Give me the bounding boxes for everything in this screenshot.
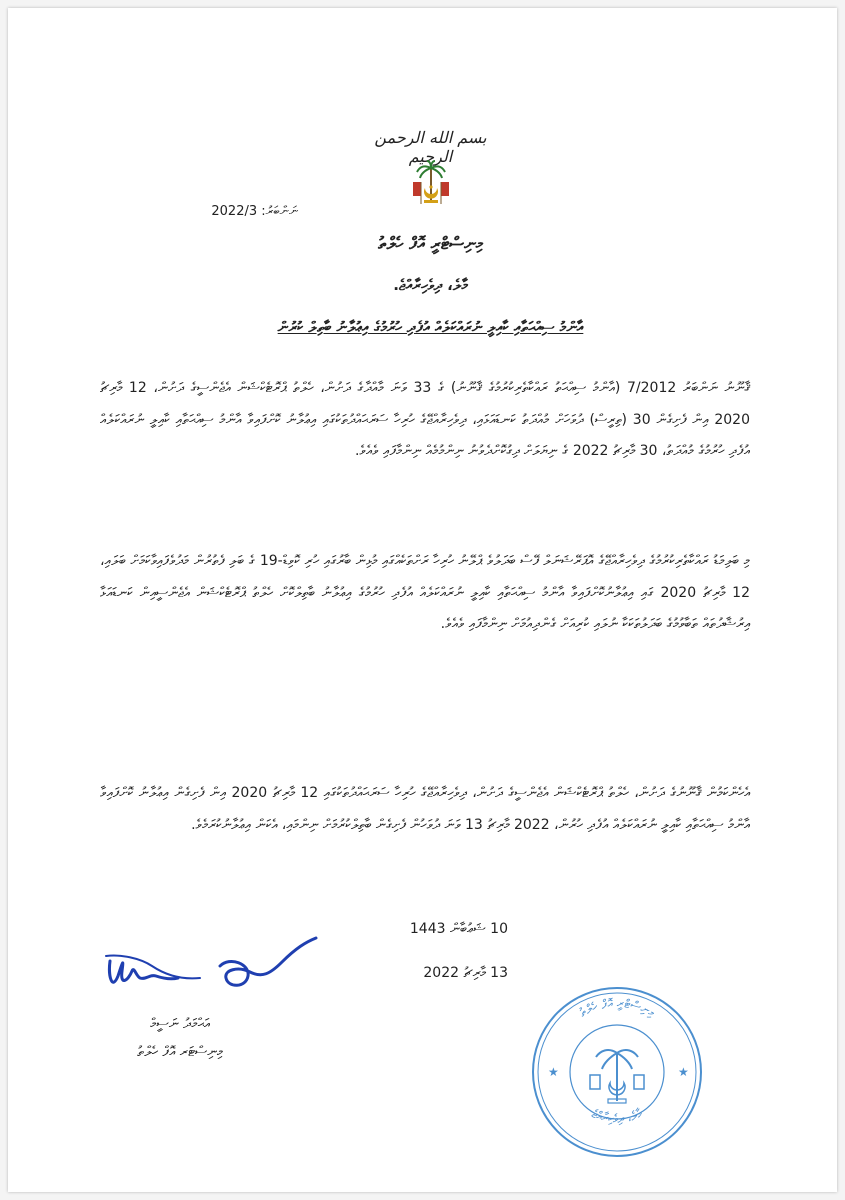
ministry-name: މިނިސްޓްރީ އޮފް ހެލްތު xyxy=(378,234,483,254)
document-title: އާންމު ސިއްޙަތާއި ކާއިލީ ނުރައްކަލެއް އުފެދި ހުރުމުގެ އިޢުލާނު ބާތިލް ކުރުން xyxy=(277,318,584,336)
signature-image xyxy=(100,936,330,1011)
city-address: މާލެ، ދިވެހިރާއްޖެ. xyxy=(393,276,468,294)
date-hijri: 10 ޝަޢުބާން 1443 xyxy=(409,921,508,937)
date-gregorian: 13 މާރިޗު 2022 xyxy=(423,965,508,981)
bismillah-calligraphy: بسم الله الرحمن الرحيم xyxy=(374,128,487,166)
paragraph-3: އެހެންކަމުން ޤާނޫނުގެ ދަށުން، ހެލްތު ޕްރޮޓެކްޝަން އެޖެންސީގެ ދަށުން، ދިވެހިރާއްޖޭގެ ހުރިހާ ސަރަޙައްދުތަކުގައި 12 މާރިޗު 2020 އިން ފެށިގެން އިޢުލާނު ކޮށްފައިވާ އާންމު ސިއްޙަތާއި ކާއިލީ ނުރައްކަލެއް އުފެދި ހުރުން، 2022 މާރިޗު 13 ވަނަ ދުވަހުން ފެށިގެން ބާތިލްކުރުމަށް ނިންމައި، އެކަން އިޢުލާނުކުރަމެވެ. xyxy=(100,785,750,833)
stamp-bottom-text: މާލެ، ދިވެހިރާއްޖެ xyxy=(589,1106,645,1126)
document-page xyxy=(8,8,837,1192)
svg-text:★: ★ xyxy=(678,1065,689,1079)
national-emblem-icon xyxy=(411,160,451,208)
svg-text:މާލެ، ދިވެހިރާއްޖެ xyxy=(590,1106,646,1126)
paragraph-1: ޤާނޫނު ނަންބަރު 7/2012 (އާންމު ސިއްޙަތު ރައްކާތެރިކުރުމުގެ ޤާނޫނު) ގެ 33 ވަނަ މާއްދާގެ ދަށުން، ހެލްތު ޕްރޮޓެކްޝަން އެޖެންސީގެ ދަށުން، 12 މާރިޗު 2020 އިން ފެށިގެން 30 (ތިރީސް) ދުވަހަށް މުއްދަތު ކަނޑައަޅައި، ދިވެހިރާއްޖޭގެ ހުރިހާ ސަރަޙައްދުތަކުގައި އިޢުލާނު ކޮށްފައިވާ އާންމު ސިއްޙަތާއި ކާއިލީ ނުރައްކަލެއް އުފެދި ހުރުމުގެ މުއްދަތު، 30 މާރިޗު 2022 ގެ ނިޔަލަށް ދިގުކޮށްދެވުނު ނިންމުމެއް ނިންމާފައި ވެއެވެ. xyxy=(100,380,750,459)
svg-text:މިނިސްޓްރީ އޮފް ހެލްތު xyxy=(577,996,658,1020)
reference-number: ނަންބަރު: 2022/3 xyxy=(211,204,298,219)
paragraph-2: މި ބަލިމަޑު ރައްކާތެރިކުރުމުގެ ދިވެހިރާއްޖޭގެ އޮޕަރޭޝަނަލް ފޭސް ބަދަލުވެ ޕްލޭނު ހުރިހާ ރަށްތަކެއްގައި މުޅިން ބާރުގައި ހުރި ކޮވިޑް-19 ގެ ބަލި ފެތުރުން މަދުވެފައިވާކަމަށް ބަލައި، 12 މާރިޗު 2020 ގައި އިޢުލާނުކޮށްފައިވާ އާންމު ސިއްޙަތާއި ކާއިލީ ނުރައްކަލެއް އުފެދި ހުރުމުގެ އިޢުލާނު ބާތިލްކޮށް ހެލްތު ޕްރޮޓެކްޝަން އެޖެންސީއިން ކަނޑައަޅާ އިރުޝާދުތައް ތަބާވުމުގެ ބަދަލުތަކަކާ ނުލައި ކުރިއަށް ގެންދިއުމަށް ނިންމާފައި ވެއެވެ. xyxy=(100,553,750,632)
signatory-name: އަޙްމަދު ނަސީމް xyxy=(150,1016,210,1032)
stamp-top-text: މިނިސްޓްރީ އޮފް ހެލްތު xyxy=(576,995,658,1020)
svg-text:★: ★ xyxy=(548,1065,559,1079)
ministry-stamp xyxy=(528,983,706,1161)
signatory-title: މިނިސްޓަރ އޮފް ހެލްތު xyxy=(137,1044,223,1060)
